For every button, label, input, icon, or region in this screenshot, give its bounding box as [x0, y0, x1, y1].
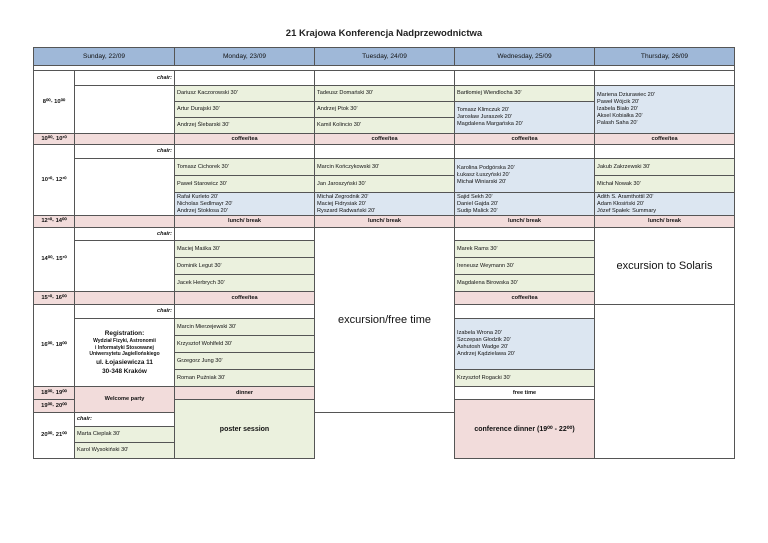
conference-dinner: conference dinner (19⁰⁰ - 22⁰⁰) — [455, 400, 595, 459]
talk: Paweł Starowicz 30' — [175, 176, 315, 193]
welcome-party: Welcome party — [75, 387, 175, 413]
time-slot: 16⁰⁰- 18⁰⁰ — [34, 305, 75, 387]
talk-group: Rafał Kurleto 20' Nicholas Sedlmayr 20' Andrzej Stokłosa 20' — [175, 193, 315, 216]
time-slot: 8⁰⁰- 10⁰⁰ — [34, 71, 75, 134]
lunch-break: lunch/ break — [175, 216, 315, 228]
table-row — [34, 228, 735, 241]
talk: Kamil Kolincio 30' — [315, 118, 455, 134]
table-row — [34, 216, 735, 228]
time-slot: 19⁰⁰- 20⁰⁰ — [34, 400, 75, 413]
talk: Maciej Maśka 30' — [175, 241, 315, 258]
talk: Bartłomiej Wiendlocha 30' — [455, 86, 595, 102]
talk: Jan Jaroszyński 30' — [315, 176, 455, 193]
time-slot: 10⁰⁰- 10³⁰ — [34, 134, 75, 145]
talk: Tomasz Cichorek 30' — [175, 159, 315, 176]
talk-group: Izabela Wrona 20' Szczepan Głodzik 20' Ashutosh Wadge 20' Andrzej Kądzielawa 20' — [455, 319, 595, 370]
talk-group: Sajid Sekh 20' Daniel Gajda 20' Sudip Malick 20' — [455, 193, 595, 216]
coffee-break: coffee/tea — [455, 292, 595, 305]
table-row — [34, 159, 735, 176]
talk: Marcin Kończykowski 30' — [315, 159, 455, 176]
talk: Dominik Legut 30' — [175, 258, 315, 275]
talk: Ireneusz Weymann 30' — [455, 258, 595, 275]
lunch-break: lunch/ break — [595, 216, 735, 228]
chair-label: chair: — [75, 305, 175, 319]
time-slot: 14⁰⁰- 15³⁰ — [34, 228, 75, 292]
header-row — [34, 48, 735, 66]
free-time: free time — [455, 387, 595, 400]
day-tuesday: Tuesday, 24/09 — [315, 48, 455, 66]
talk: Dariusz Kaczorowski 30' — [175, 86, 315, 102]
talk: Tadeusz Domański 30' — [315, 86, 455, 102]
table-row — [34, 134, 735, 145]
talk-group: Mariena Dziurawiec 20' Paweł Wójcik 20' Izabela Biało 20' Aksel Kobiałka 20' Palash Saha 20' — [595, 86, 735, 134]
poster-session: poster session — [175, 400, 315, 459]
lunch-break: lunch/ break — [455, 216, 595, 228]
chair-label: chair: — [75, 413, 175, 427]
excursion-solaris: excursion to Solaris — [595, 228, 735, 305]
talk: Roman Puźniak 30' — [175, 370, 315, 387]
talk: Krzysztof Wohlfeld 30' — [175, 336, 315, 353]
time-slot: 15³⁰- 16⁰⁰ — [34, 292, 75, 305]
time-slot: 12³⁰- 14⁰⁰ — [34, 216, 75, 228]
talk: Marcin Mierzejewski 30' — [175, 319, 315, 336]
dinner: dinner — [175, 387, 315, 400]
coffee-break: coffee/tea — [595, 134, 735, 145]
table-row — [34, 145, 735, 159]
talk-group: Tomasz Klimczuk 20' Jarosław Juraszek 20' Magdalena Margańska 20' — [455, 102, 595, 134]
talk: Jacek Herbrych 30' — [175, 275, 315, 292]
registration-info: Registration: Wydział Fizyki, Astronomii i Informatyki Stosowanej Uniwersytetu Jagiellońskiego ul. Łojasiewicza 11 30-348 Kraków — [75, 319, 175, 387]
table-row — [34, 71, 735, 86]
coffee-break: coffee/tea — [175, 292, 315, 305]
talk: Andrzej Ślebarski 30' — [175, 118, 315, 134]
talk: Karol Wysokiński 30' — [75, 443, 175, 459]
talk-group: Adith S. Aramthottil 20' Adam Kłosiński 20' Józef Spałek: Summary — [595, 193, 735, 216]
talk: Marek Rams 30' — [455, 241, 595, 258]
talk: Michał Nowak 30' — [595, 176, 735, 193]
excursion-free-time: excursion/free time — [315, 228, 455, 413]
talk-group: Karolina Podgórska 20' Łukasz Łuszyński 20' Michał Winiarski 20' — [455, 159, 595, 193]
time-slot: 10³⁰- 12³⁰ — [34, 145, 75, 216]
schedule-table — [33, 47, 735, 459]
talk: Jakub Zakrzewski 30' — [595, 159, 735, 176]
talk: Andrzej Ptok 30' — [315, 102, 455, 118]
talk: Artur Durajski 30' — [175, 102, 315, 118]
chair-label: chair: — [75, 145, 175, 159]
page-title: 21 Krajowa Konferencja Nadprzewodnictwa — [285, 28, 483, 39]
time-slot: 20⁰⁰- 21⁰⁰ — [34, 413, 75, 459]
coffee-break: coffee/tea — [455, 134, 595, 145]
talk-group: Michał Zegrodnik 20' Maciej Fidrysiak 20' Ryszard Radwański 20' — [315, 193, 455, 216]
day-sunday: Sunday, 22/09 — [34, 48, 175, 66]
talk: Marta Cieplak 30' — [75, 427, 175, 443]
day-wednesday: Wednesday, 25/09 — [455, 48, 595, 66]
day-thursday: Thursday, 26/09 — [595, 48, 735, 66]
coffee-break: coffee/tea — [175, 134, 315, 145]
talk: Grzegorz Jung 30' — [175, 353, 315, 370]
chair-label: chair: — [75, 71, 175, 86]
talk: Magdalena Birowska 30' — [455, 275, 595, 292]
day-monday: Monday, 23/09 — [175, 48, 315, 66]
chair-label: chair: — [75, 228, 175, 241]
talk: Krzysztof Rogacki 30' — [455, 370, 595, 387]
table-row — [34, 86, 735, 102]
time-slot: 18⁰⁰- 19⁰⁰ — [34, 387, 75, 400]
lunch-break: lunch/ break — [315, 216, 455, 228]
coffee-break: coffee/tea — [315, 134, 455, 145]
